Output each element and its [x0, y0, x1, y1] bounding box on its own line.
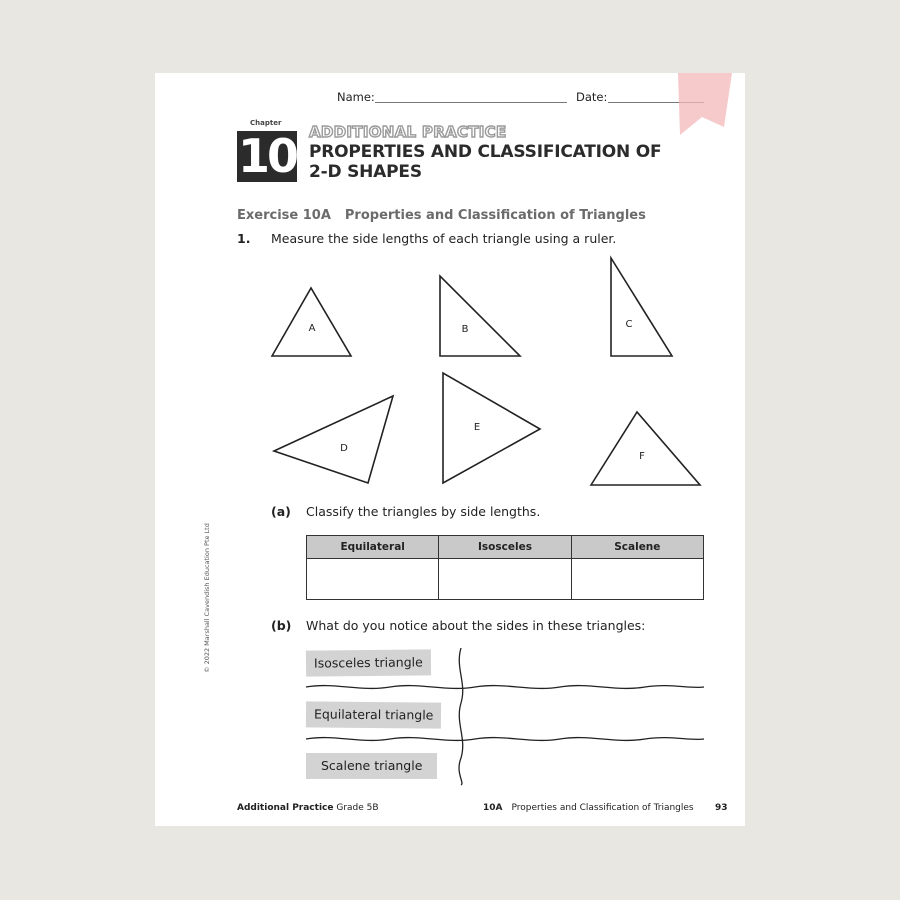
triangle-e-label: E	[473, 422, 481, 433]
chapter-label: Chapter	[250, 119, 282, 127]
name-label: Name:	[337, 90, 375, 104]
question-number: 1.	[237, 231, 251, 246]
triangle-d-label: D	[340, 443, 348, 454]
footer-section-code: 10A	[483, 803, 503, 813]
triangle-c-label: C	[625, 319, 633, 330]
exercise-title: Properties and Classification of Triangles	[344, 208, 646, 223]
date-label: Date:	[576, 90, 608, 104]
wavy-divider-2	[306, 738, 704, 741]
chapter-title-line1: PROPERTIES AND CLASSIFICATION OF	[309, 142, 662, 162]
footer-book-rest: Grade 5B	[333, 803, 379, 813]
question-text: Measure the side lengths of each triangle using a ruler.	[271, 231, 617, 246]
header-scalene: Scalene	[571, 536, 703, 559]
page-number: 93	[715, 803, 728, 813]
footer-book	[237, 803, 379, 813]
chapter-number: 10	[237, 129, 296, 183]
label-scalene: Scalene triangle	[306, 753, 437, 779]
copyright-notice: © 2022 Marshall Cavendish Education Pte Ltd	[203, 523, 211, 673]
footer-book-bold: Additional Practice	[237, 803, 334, 813]
footer-section	[483, 803, 694, 813]
label-equilateral: Equilateral triangle	[306, 701, 442, 728]
triangle-f-label: F	[639, 451, 645, 462]
answer-lines	[155, 73, 745, 826]
header-isosceles: Isosceles	[439, 536, 571, 559]
wavy-divider-1	[306, 686, 704, 689]
label-isosceles: Isosceles triangle	[306, 649, 431, 676]
part-b-text: What do you notice about the sides in these triangles:	[306, 618, 646, 633]
chapter-title-line2: 2-D SHAPES	[309, 162, 422, 182]
footer-section-title: Properties and Classification of Triangles	[511, 803, 694, 813]
header-equilateral: Equilateral	[307, 536, 439, 559]
worksheet-page	[155, 73, 745, 826]
exercise-code: Exercise 10A	[237, 208, 331, 223]
part-b-label: (b)	[271, 618, 292, 633]
part-a-text: Classify the triangles by side lengths.	[306, 504, 541, 519]
triangle-b-label: B	[461, 324, 469, 335]
wavy-vertical-line	[459, 648, 463, 785]
triangle-a-label: A	[308, 323, 316, 334]
part-a-label: (a)	[271, 504, 291, 519]
series-title: ADDITIONAL PRACTICE	[309, 123, 507, 141]
